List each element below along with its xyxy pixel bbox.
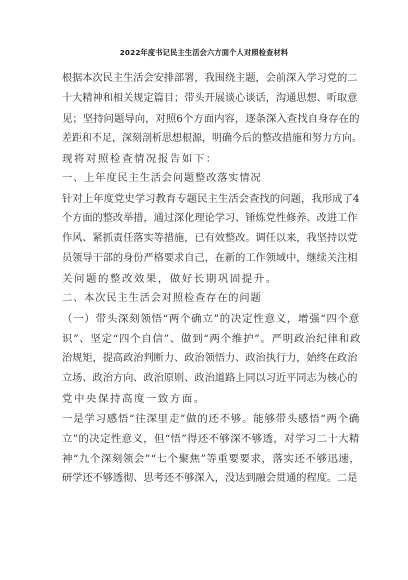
document-title: 2022年度书记民主生活会六方面个人对照检查材料 bbox=[119, 48, 289, 57]
paragraph-line: 一是学习感悟“往深里走”做的还不够。能够带头感悟“两个确 bbox=[62, 413, 361, 425]
paragraph-line: 研学还不够透彻、思考还不够深入，没达到融会贯通的程度。二是 bbox=[62, 473, 358, 484]
paragraph-line: 立场、政治方向、政治原则、政治道路上同以习近平同志为核心的 bbox=[62, 373, 358, 384]
paragraph-line: 识”、坚定“四个自信”、做到“两个维护”。严明政治纪律和政 bbox=[62, 333, 362, 345]
paragraph-line: （一）带头深刻领悟“两个确立”的决定性意义，增强“四个意 bbox=[62, 313, 361, 325]
paragraph-line: 针对上年度党史学习教育专题民主生活会查找的问题，我形成了4 bbox=[62, 193, 360, 205]
paragraph-line: 差距和不足，深刻剖析思想根源，明确今后的整改措施和努力方向。 bbox=[62, 133, 362, 144]
section-heading: 二、本次民主生活会对照检查存在的问题 bbox=[62, 293, 262, 304]
paragraph-line: 根据本次民主生活会安排部署，我围绕主题，会前深入学习党的二 bbox=[62, 73, 358, 84]
paragraph-line: 关问题的整改效果，做好长期巩固提升。 bbox=[62, 273, 278, 285]
paragraph-line: 作风、紧抓责任落实等措施，已有效整改。调任以来，我坚持以党 bbox=[62, 233, 358, 244]
paragraph-line: 见；坚持问题导向，对照6个方面内容，逐条深入查找自身存在的 bbox=[62, 113, 360, 125]
paragraph-line: 治规矩，提高政治判断力、政治领悟力、政治执行力，始终在政治 bbox=[62, 353, 358, 364]
paragraph-line: 员领导干部的身份严格要求自己，在新的工作领域中，继续关注相 bbox=[62, 253, 358, 264]
paragraph-line: 立”的决定性意义，但“悟”得还不够深不够透，对学习二十大精 bbox=[62, 433, 360, 445]
paragraph-line: 个方面的整改举措，通过深化理论学习、锤炼党性修养、改进工作 bbox=[62, 213, 358, 224]
paragraph-line: 现将对照检查情况报告如下： bbox=[62, 153, 218, 165]
paragraph-line: 神“九个深刻领会”“七个聚焦”等重要要求，落实还不够迅速， bbox=[62, 453, 361, 465]
section-heading: 一、上年度民主生活会问题整改落实情况 bbox=[62, 173, 262, 184]
paragraph-line: 十大精神和相关规定篇目；带头开展谈心谈话，沟通思想、听取意 bbox=[62, 93, 358, 104]
paragraph-line: 党中央保持高度一致方面。 bbox=[62, 393, 206, 405]
